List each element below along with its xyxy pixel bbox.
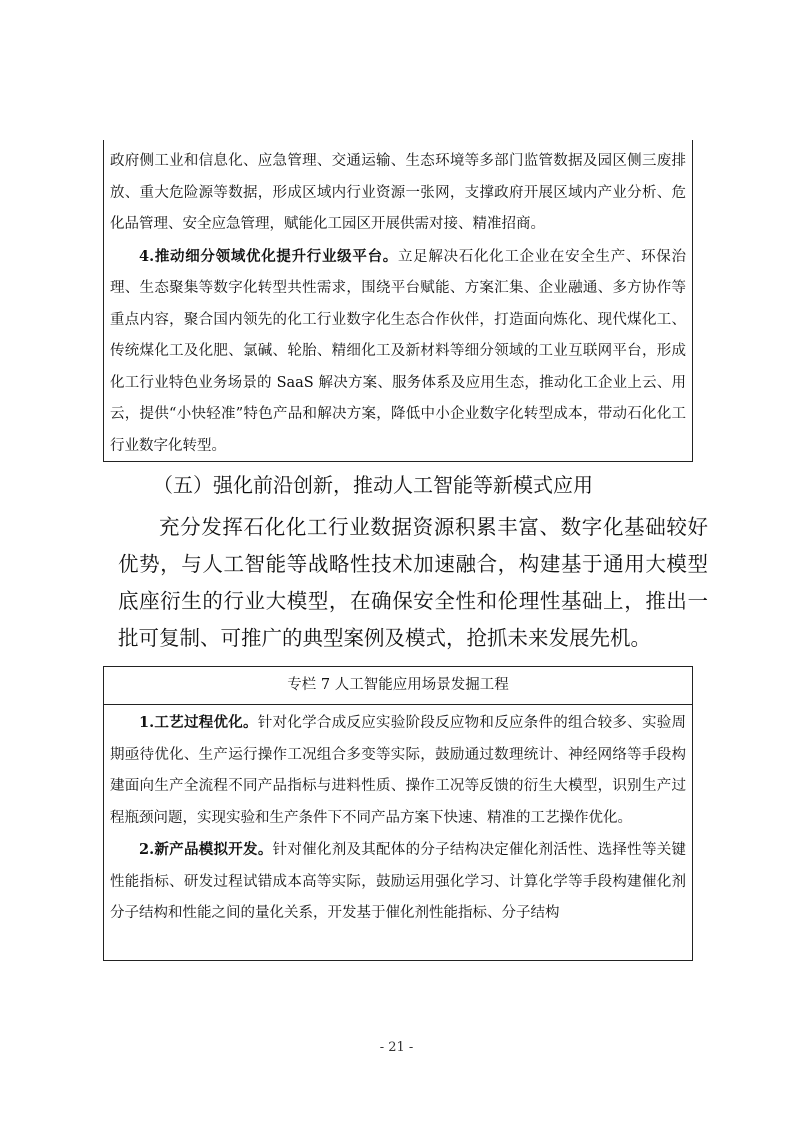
- item-2-lead: 2.新产品模拟开发。: [139, 841, 273, 858]
- item-1-text: 针对化学合成反应实验阶段反应物和反应条件的组合较多、实验周期亟待优化、生产运行操作工况组合多变等实际，鼓励通过数理统计、神经网络等手段构建面向生产全流程不同产品指标与进料性质、操作工况等反馈的衍生大模型，识别生产过程瓶颈问题，实现实验和生产条件下不同产品方案下快速、精准的工艺操作优化。: [110, 715, 686, 826]
- item-2-text: 针对催化剂及其配体的分子结构决定催化剂活性、选择性等关键性能指标、研发过程试错成本高等实际，鼓励运用强化学习、计算化学等手段构建催化剂分子结构和性能之间的量化关系，开发基于催化剂性能指标、分子结构: [110, 842, 687, 921]
- box1-paragraph: 政府侧工业和信息化、应急管理、交通运输、生态环境等多部门监管数据及园区侧三废排放、重大危险源等数据，形成区域内行业资源一张网，支撑政府开展区域内产业分析、危化品管理、安全应急管理，赋能化工园区开展供需对接、精准招商。: [110, 153, 686, 232]
- column-box-body: [104, 705, 692, 930]
- text-box-continued: [103, 140, 693, 462]
- item-4-text: 立足解决石化化工企业在安全生产、环保治理、生态聚集等数字化转型共性需求，围绕平台赋能、方案汇集、企业融通、多方协作等重点内容，聚合国内领先的化工行业数字化生态合作伙伴，打造面向炼化、现代煤化工、传统煤化工及化肥、氯碱、轮胎、精细化工及新材料等细分领域的工业互联网平台，形成化工行业特色业务场景的 SaaS 解决方案、服务体系及应用生态，推动化工企业上云、用云，提供“小快轻准”特色产品和解决方案，降低中小企业数字化转型成本，带动石化化工行业数字化转型。: [110, 248, 686, 454]
- item-1-lead: 1.工艺过程优化。: [139, 714, 258, 731]
- box2-item-2: [110, 834, 686, 930]
- section-body: 充分发挥石化化工行业数据资源积累丰富、数字化基础较好优势，与人工智能等战略性技术加速融合，构建基于通用大模型底座衍生的行业大模型，在确保安全性和伦理性基础上，推出一批可复制、可推广的典型案例及模式，抢抓未来发展先机。: [118, 515, 708, 650]
- page-number: - 21 -: [379, 1040, 414, 1055]
- column-box-7: [103, 666, 693, 961]
- section-heading: （五）强化前沿创新，推动人工智能等新模式应用: [153, 473, 593, 497]
- column-box-title: 专栏 7 人工智能应用场景发掘工程: [104, 667, 692, 705]
- box1-item-4: [110, 241, 686, 463]
- item-4-lead: 4.推动细分领域优化提升行业级平台。: [139, 247, 398, 265]
- box2-item-1: [110, 707, 686, 834]
